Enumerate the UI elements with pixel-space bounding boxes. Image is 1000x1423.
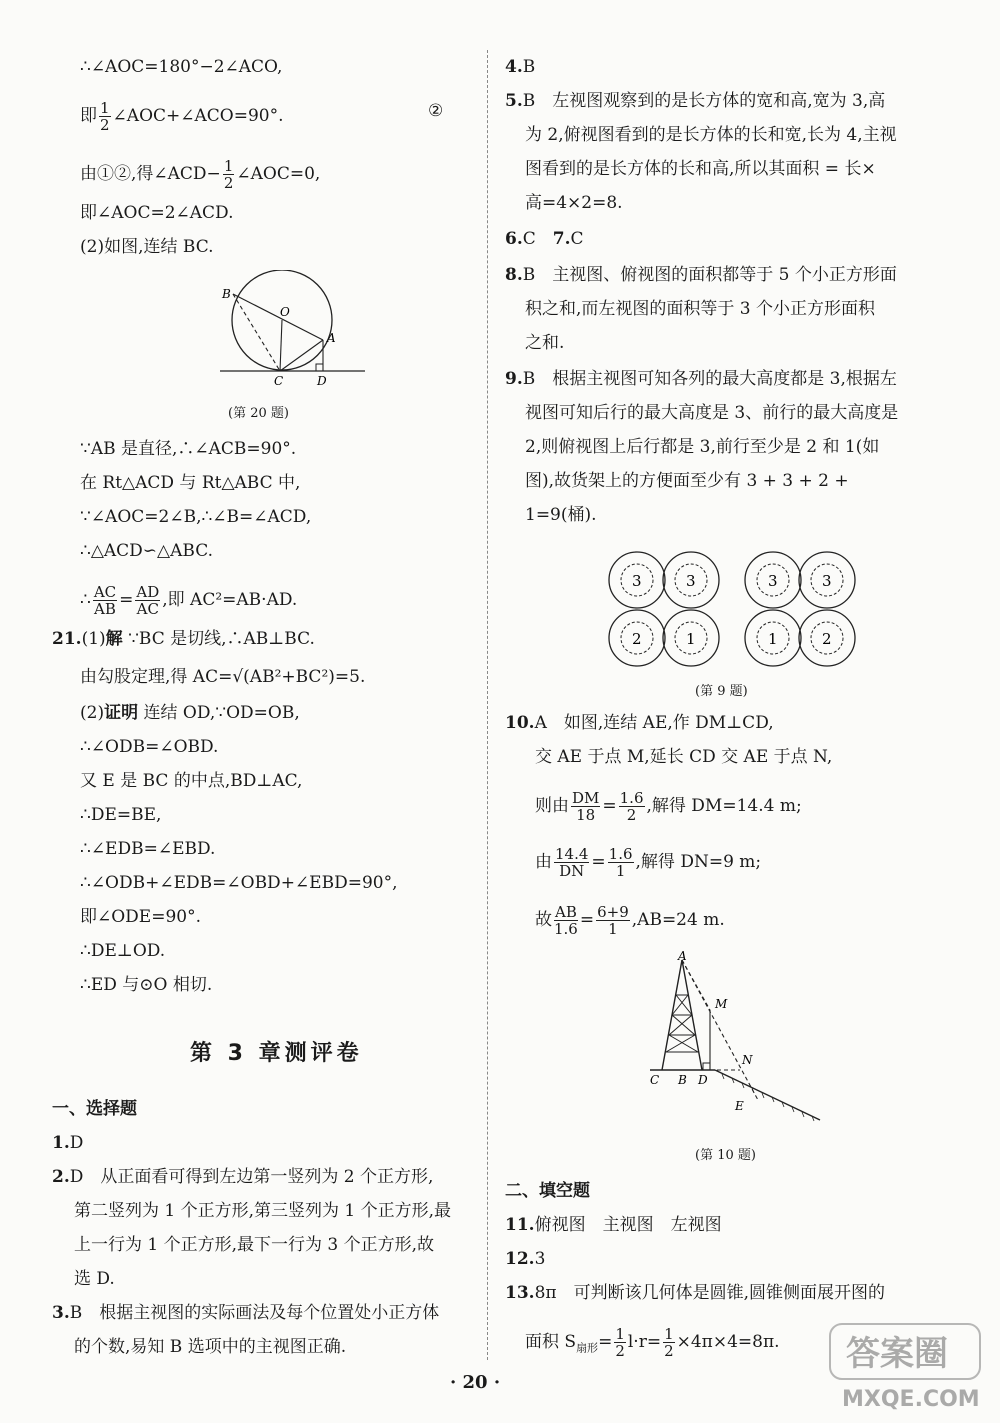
line: 由 $\frac{14.4}{DN}$ = $\frac{1.6}{1}$ ,解得 DN=9 m;	[535, 845, 762, 880]
line: ∴△ACD∽△ABC.	[80, 541, 214, 561]
answer-9: 9.B 根据主视图可知各列的最大高度都是 3,根据左	[505, 369, 897, 389]
fig9-right-group	[745, 552, 855, 666]
answer-3: 3.B 根据主视图的实际画法及每个位置处小正方体	[52, 1303, 440, 1323]
line: 的个数,易知 B 选项中的主视图正确.	[74, 1337, 347, 1357]
label-m: M	[715, 997, 728, 1011]
label-a: A	[327, 331, 336, 345]
fig9-cell: 3	[768, 572, 778, 590]
fig9-cell: 2	[822, 630, 832, 648]
label-c: C	[650, 1073, 660, 1087]
line: 故 $\frac{AB}{1.6}$ = $\frac{6+9}{1}$ ,AB=24 m.	[535, 903, 725, 938]
figure-20	[220, 270, 370, 390]
fig9-cell: 1	[686, 630, 696, 648]
watermark-logo	[828, 1320, 988, 1415]
line: ∵AB 是直径,∴∠ACB=90°.	[80, 439, 297, 459]
chapter-title: 第 3 章测评卷	[190, 1041, 363, 1066]
answer-12: 12.3	[505, 1249, 546, 1269]
line: 图),故货架上的方便面至少有 3 + 3 + 2 +	[525, 471, 849, 491]
label-e: E	[735, 1099, 744, 1113]
answer-13: 13.8π 可判断该几何体是圆锥,圆锥侧面展开图的	[505, 1283, 885, 1303]
label-n: N	[742, 1053, 753, 1067]
label-d: D	[698, 1073, 708, 1087]
label-c: C	[274, 374, 284, 388]
section-heading: 一、选择题	[52, 1099, 137, 1119]
line: 即∠AOC=2∠ACD.	[80, 203, 234, 223]
figure-caption: (第 10 题)	[695, 1148, 756, 1163]
line: ∴DE=BE,	[80, 805, 162, 825]
line: (2)如图,连结 BC.	[80, 237, 214, 257]
line: 交 AE 于点 M,延长 CD 交 AE 于点 N,	[535, 747, 833, 767]
answer-10: 10.A 如图,连结 AE,作 DM⊥CD,	[505, 713, 774, 733]
line: 之和.	[525, 333, 565, 353]
line: ∴DE⊥OD.	[80, 941, 166, 961]
figure-caption: (第 9 题)	[695, 684, 748, 699]
fig9-cell: 2	[632, 630, 642, 648]
label-d: D	[317, 374, 327, 388]
line: ∴∠AOC=180°−2∠ACO,	[80, 57, 283, 77]
line: 选 D.	[74, 1269, 115, 1289]
answer-11: 11.俯视图 主视图 左视图	[505, 1215, 722, 1235]
answer-8: 8.B 主视图、俯视图的面积都等于 5 个小正方形面	[505, 265, 897, 285]
fig9-left-group	[609, 552, 719, 666]
line: 视图可知后行的最大高度是 3、前行的最大高度是	[525, 403, 899, 423]
line: 又 E 是 BC 的中点,BD⊥AC,	[80, 771, 303, 791]
line: ∴ED 与⊙O 相切.	[80, 975, 213, 995]
line: (2)证明 连结 OD,∵OD=OB,	[80, 703, 300, 723]
line: ∴∠ODB=∠OBD.	[80, 737, 219, 757]
answer-5: 5.B 左视图观察到的是长方体的宽和高,宽为 3,高	[505, 91, 886, 111]
fig9-cell: 1	[768, 630, 778, 648]
fig9-cell: 3	[686, 572, 696, 590]
answer-4: 4.B	[505, 57, 536, 77]
answer-2: 2.D 从正面看可得到左边第一竖列为 2 个正方形,	[52, 1167, 434, 1187]
fig9-cell: 3	[822, 572, 832, 590]
svg-text:MXQE.COM: MXQE.COM	[842, 1387, 980, 1412]
label-a: A	[678, 950, 687, 963]
label-b: B	[222, 287, 231, 301]
label-o: O	[280, 305, 290, 319]
line: 积之和,而左视图的面积等于 3 个小正方形面积	[525, 299, 876, 319]
page-number: · 20 ·	[450, 1372, 501, 1393]
answer-6-7: 6.C 7.C	[505, 229, 584, 249]
line: 则由 $\frac{DM}{18}$ = $\frac{1.6}{2}$ ,解得 DM=14.4 m;	[535, 789, 802, 824]
figure-9	[605, 548, 935, 678]
circled-two: ②	[428, 101, 444, 121]
line: 2,则俯视图上后行都是 3,前行至少是 2 和 1(如	[525, 437, 880, 457]
line: 第二竖列为 1 个正方形,第三竖列为 1 个正方形,最	[74, 1201, 452, 1221]
section-heading: 二、填空题	[505, 1181, 590, 1201]
line: 即 $\frac{1}{2}$ ∠AOC+∠ACO=90°.	[80, 99, 284, 134]
line: 在 Rt△ACD 与 Rt△ABC 中,	[80, 473, 301, 493]
svg-text:答案圈: 答案圈	[846, 1334, 948, 1374]
question-21: 21.(1)解 ∵BC 是切线,∴AB⊥BC.	[52, 629, 315, 649]
answer-1: 1.D	[52, 1133, 84, 1153]
line: 图看到的是长方体的长和高,所以其面积 = 长×	[525, 159, 876, 179]
line: 高=4×2=8.	[525, 193, 623, 213]
line: ∴∠ODB+∠EDB=∠OBD+∠EBD=90°,	[80, 873, 398, 893]
line: 由①②,得∠ACD− $\frac{1}{2}$ ∠AOC=0,	[80, 157, 321, 192]
line: 即∠ODE=90°.	[80, 907, 202, 927]
line: ∴∠EDB=∠EBD.	[80, 839, 216, 859]
figure-10	[640, 950, 840, 1135]
fig9-cell: 3	[632, 572, 642, 590]
line: ∴ $\frac{AC}{AB}$ = $\frac{AD}{AC}$ ,即 AC²=AB·AD.	[80, 583, 298, 618]
line: 由勾股定理,得 AC=√(AB²+BC²)=5.	[80, 667, 366, 687]
line: 1=9(桶).	[525, 505, 597, 525]
figure-caption: (第 20 题)	[228, 406, 289, 421]
line: 为 2,俯视图看到的是长方体的长和宽,长为 4,主视	[525, 125, 897, 145]
line: 上一行为 1 个正方形,最下一行为 3 个正方形,故	[74, 1235, 435, 1255]
column-divider	[487, 50, 488, 1360]
line: ∵∠AOC=2∠B,∴∠B=∠ACD,	[80, 507, 312, 527]
label-b: B	[678, 1073, 687, 1087]
line: 面积 $S_{扇形}=$ $\frac{1}{2}$ l·r= $\frac{1}{2}$ ×4π×4=8π.	[525, 1325, 780, 1360]
